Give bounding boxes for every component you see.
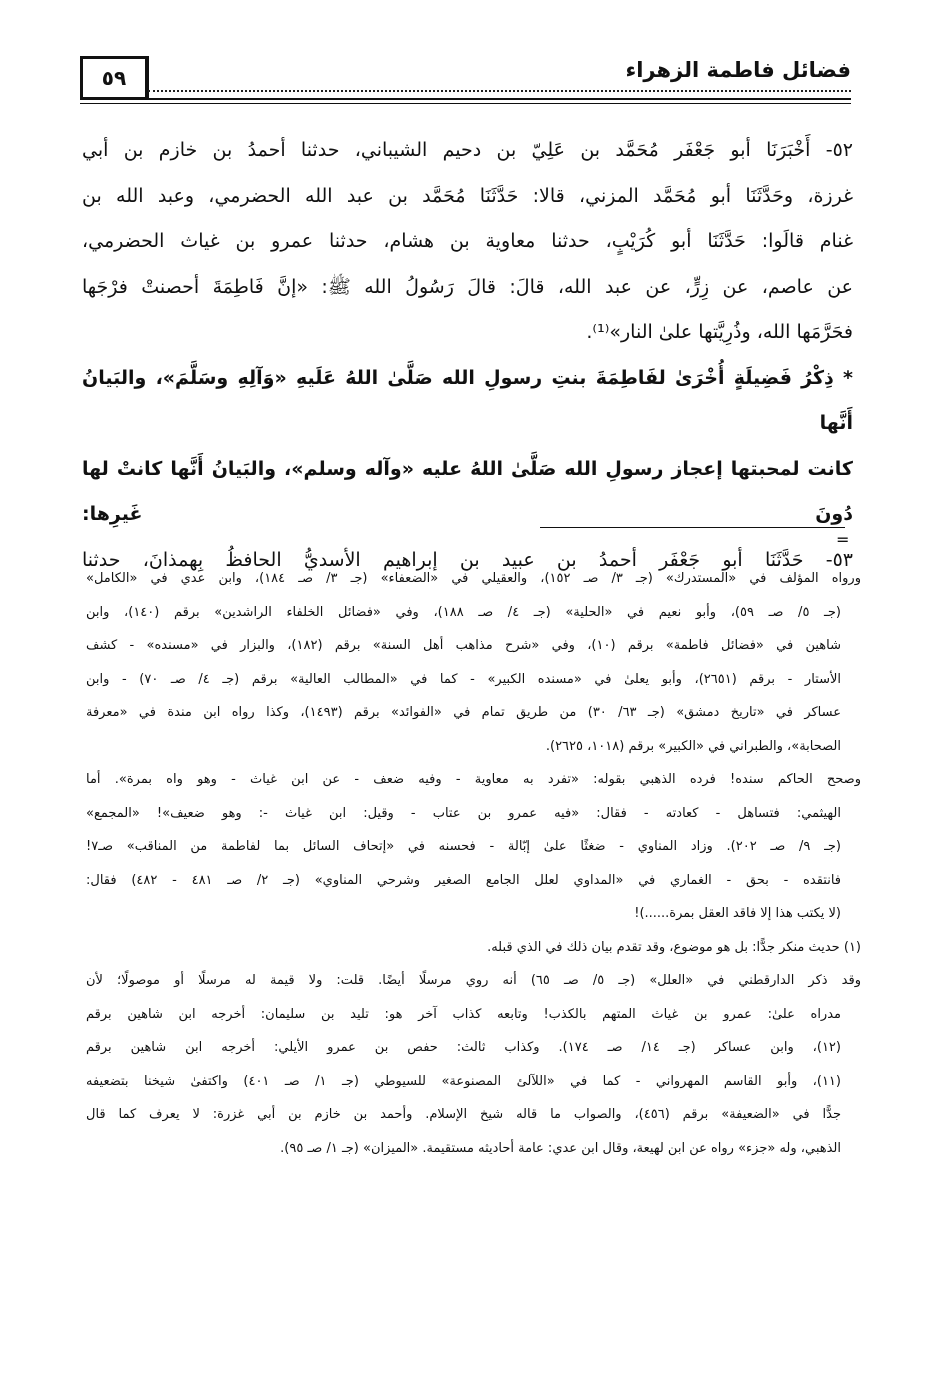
footnote-line: (١١)، وأبو القاسم المهرواني - كما في «اللآلئ المصنوعة» للسيوطي (جـ ١/ صـ ٤٠١) واكتفىٰ شيخنا بتضعيفه: [86, 1073, 841, 1089]
header-rule: [80, 98, 851, 104]
footnote-line: (١٢)، وابن عساكر (جـ ١٤/ صـ ١٧٤). وكذاب ثالث: حفص بن عمرو الأيلي: أخرجه ابن شاهين برقم: [86, 1040, 841, 1055]
main-line: غنام قالَوا: حَدَّثَنَا أبو كُرَيْبٍ، حدثنا معاوية بن هشام، حدثنا عمرو بن غياث الحضرمي،: [82, 230, 853, 252]
footnote-line: مدراه علىٰ: عمرو بن غياث المتهم بالكذب! وتابعه كذاب آخر هو: تليد بن سليمان: أخرجه ابن شاهين برقم: [86, 1006, 841, 1022]
main-line: عن عاصم، عن زِرٍّ، عن عبد الله، قالَ: قالَ رَسُولُ الله ﷺ: «إنَّ فَاطِمَةَ أحصنتْ فرْجَها: [82, 275, 853, 298]
continuation-mark: =: [836, 530, 850, 549]
footnote-line: عساكر في «تاريخ دمشق» (جـ ٦٣/ ٣٠) من طريق تمام في «الفوائد» برقم (١٤٩٣)، وكذا رواه ابن مندة في «معرفة: [86, 705, 841, 720]
section-heading-line: كانت لمحبتها إعجاز رسولِ الله صَلَّىٰ اللهُ عليه «وآله وسلم»، والبَيانُ أَنَّها كانتْ لها دُونَ غَيرِها:: [82, 457, 853, 525]
footnotes: [86, 562, 861, 1165]
footnote-line: الذهبي، وله «جزء» رواه عن ابن لهيعة، وقال ابن عدي: عامة أحاديثه مستقيمة. «الميزان» (جـ ١/ صـ ٩٥).: [280, 1140, 841, 1156]
footnote-line: الهيثمي: فتساهل - كعادته - فقال: «فيه عمرو بن عتاب - وقيل: ابن غياث -: وهو ضعيف»! «المجمع»: [86, 805, 841, 821]
main-line: ٥٣- حَدَّثَنَا أبو جَعْفَر أحمدُ بن عبيد بن إبراهيم الأسديُّ الحافظُ بِهمذانَ، حدثنا: [82, 548, 853, 571]
footnote-line: فانتقده - بحق - الغماري في «المداوي لعلل الجامع الصغير وشرحي المناوي» (جـ ٢/ صـ ٤٨١ - ٤٨٢) فقال:: [86, 872, 841, 888]
page-number: ٥٩: [80, 56, 149, 100]
footnote-line: (لا يكتب هذا إلا فاقد العقل بمرة......)!: [634, 906, 841, 921]
footnote-line: (١) حديث منكر جدًّا: بل هو موضوع، وقد تقدم بيان ذلك في الذي قبله.: [487, 939, 861, 955]
footnote-line: جدًّا في «الضعيفة» برقم (٤٥٦)، والصواب ما قاله شيخ الإسلام. وأحمد بن خازم بن أبي غزرة: لا يعرف كما قال: [86, 1107, 841, 1122]
footnote-line: شاهين في «فضائل فاطمة» برقم (١٠)، وفي «شرح مذاهب أهل السنة» برقم (١٨٢)، والبزار في «مسنده» - كشف: [86, 638, 842, 653]
footnote-line: (جـ ٩/ صـ ٢٠٢). وزاد المناوي - ضغثًا علىٰ إبّالة - فحسنه في «إتحاف السائل بما لفاطمة من المناقب» صـ٧!: [86, 839, 841, 854]
main-line: فحَرَّمَها الله، وذُرِيَّتها علىٰ النار»⁽¹⁾.: [586, 321, 853, 343]
footnote-line: ورواه المؤلف في «المستدرك» (جـ ٣/ صـ ١٥٢)، والعقيلي في «الضعفاء» (جـ ٣/ صـ ١٨٤)، وابن عدي في «الكامل»: [86, 571, 861, 586]
footnote-separator: [540, 527, 845, 528]
running-title: فضائل فاطمة الزهراء: [625, 58, 851, 82]
main-text: [82, 128, 853, 583]
footnote-line: (جـ ٥/ صـ ٥٩)، وأبو نعيم في «الحلية» (جـ ٤/ صـ ١٨٨)، وفي «فضائل الخلفاء الراشدين» برقم (١٤٠)، وابن: [86, 604, 841, 620]
footnote-line: وصحح الحاكم سنده! فرده الذهبي بقوله: «تفرد به معاوية - وفيه ضعف - عن ابن غياث - وهو واه بمرة». أما: [86, 772, 861, 787]
footnote-line: وقد ذكر الدارقطني في «العلل» (جـ ٥/ صـ ٦٥) أنه روي مرسلًا أيضًا. قلت: ولا قيمة له مرسلًا أو موصولًا؛ لأن: [86, 973, 861, 988]
footnote-line: الصحابة»، والطبراني في «الكبير» برقم (١٠١٨، ٢٦٢٥).: [545, 738, 841, 754]
footnote-line: الأستار - برقم (٢٦٥١)، وأبو يعلىٰ في «مسنده الكبير» - كما في «المطالب العالية» برقم (جـ ٤/ صـ ٧٠) - وابن: [86, 671, 841, 687]
section-heading-line: * ذِكْرُ فَضِيلَةٍ أُخْرَىٰ لفَاطِمَةَ بنتِ رسولِ الله صَلَّىٰ اللهُ عَلَيهِ «وَآلِهِ وسَلَّمَ»، والبَيانُ أَنَّها: [82, 366, 853, 434]
header-dotted-rule: [148, 90, 851, 92]
main-line: ٥٢- أَخْبَرَنَا أبو جَعْفَر مُحَمَّد بن عَلِيّ بن دحيم الشيباني، حدثنا أحمدُ بن خازم بن أبي: [82, 139, 853, 161]
main-line: غرزة، وحَدَّثَنَا أبو مُحَمَّد المزني، قالا: حَدَّثَنَا مُحَمَّد بن عبد الله الحضرمي، وعبد الله بن: [82, 184, 853, 207]
